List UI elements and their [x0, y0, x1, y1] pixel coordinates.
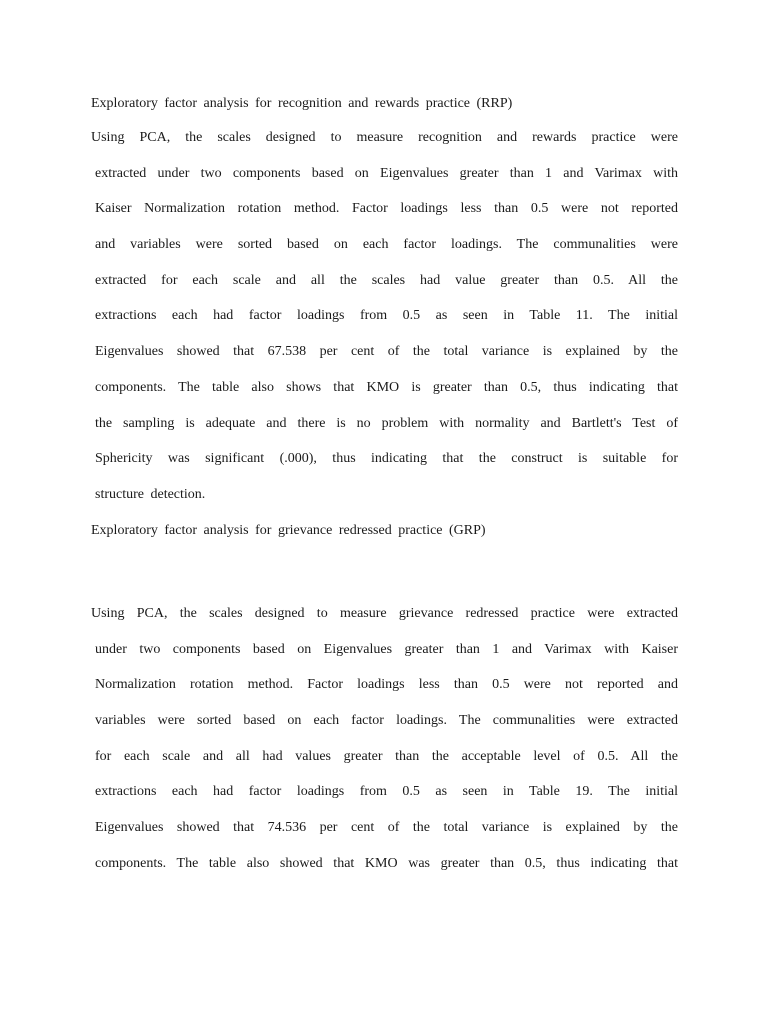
paragraph-line: Using PCA, the scales designed to measure recognition and rewards practice were — [91, 130, 678, 145]
paragraph-line: the sampling is adequate and there is no problem with normality and Bartlett's Test of — [95, 415, 678, 431]
paragraph-line: extractions each had factor loadings from 0.5 as seen in Table 11. The initial — [95, 308, 678, 324]
paragraph-line: components. The table also showed that KMO was greater than 0.5, thus indicating that — [95, 855, 678, 871]
paragraph-line: under two components based on Eigenvalues greater than 1 and Varimax with Kaiser — [95, 641, 678, 657]
paragraph-line: Kaiser Normalization rotation method. Factor loadings less than 0.5 were not reported — [95, 201, 678, 217]
paragraph-line: and variables were sorted based on each factor loadings. The communalities were — [95, 237, 678, 253]
paragraph-line: variables were sorted based on each factor loadings. The communalities were extracted — [95, 713, 678, 729]
paragraph-line: Normalization rotation method. Factor loadings less than 0.5 were not reported and — [95, 677, 678, 693]
paragraph-line: Sphericity was significant (.000), thus indicating that the construct is suitable for — [95, 451, 678, 467]
paragraph-line: structure detection. — [95, 486, 206, 502]
paragraph-line: for each scale and all had values greater than the acceptable level of 0.5. All the — [95, 748, 678, 764]
section-heading-grp: Exploratory factor analysis for grievance redressed practice (GRP) — [91, 523, 486, 538]
section-heading-rrp: Exploratory factor analysis for recognition and rewards practice (RRP) — [91, 96, 513, 111]
paragraph-rrp — [91, 120, 678, 513]
paragraph-line: extracted under two components based on Eigenvalues greater than 1 and Varimax with — [95, 165, 678, 181]
paragraph-line: Using PCA, the scales designed to measure grievance redressed practice were extracted — [91, 606, 678, 621]
paragraph-line: extractions each had factor loadings from 0.5 as seen in Table 19. The initial — [95, 784, 678, 800]
paragraph-line: components. The table also shows that KMO is greater than 0.5, thus indicating that — [95, 379, 678, 395]
paragraph-line: extracted for each scale and all the scales had value greater than 0.5. All the — [95, 272, 678, 288]
paragraph-line: Eigenvalues showed that 67.538 per cent of the total variance is explained by the — [95, 344, 678, 360]
paragraph-grp — [91, 596, 678, 882]
paragraph-line: Eigenvalues showed that 74.536 per cent of the total variance is explained by the — [95, 820, 678, 836]
